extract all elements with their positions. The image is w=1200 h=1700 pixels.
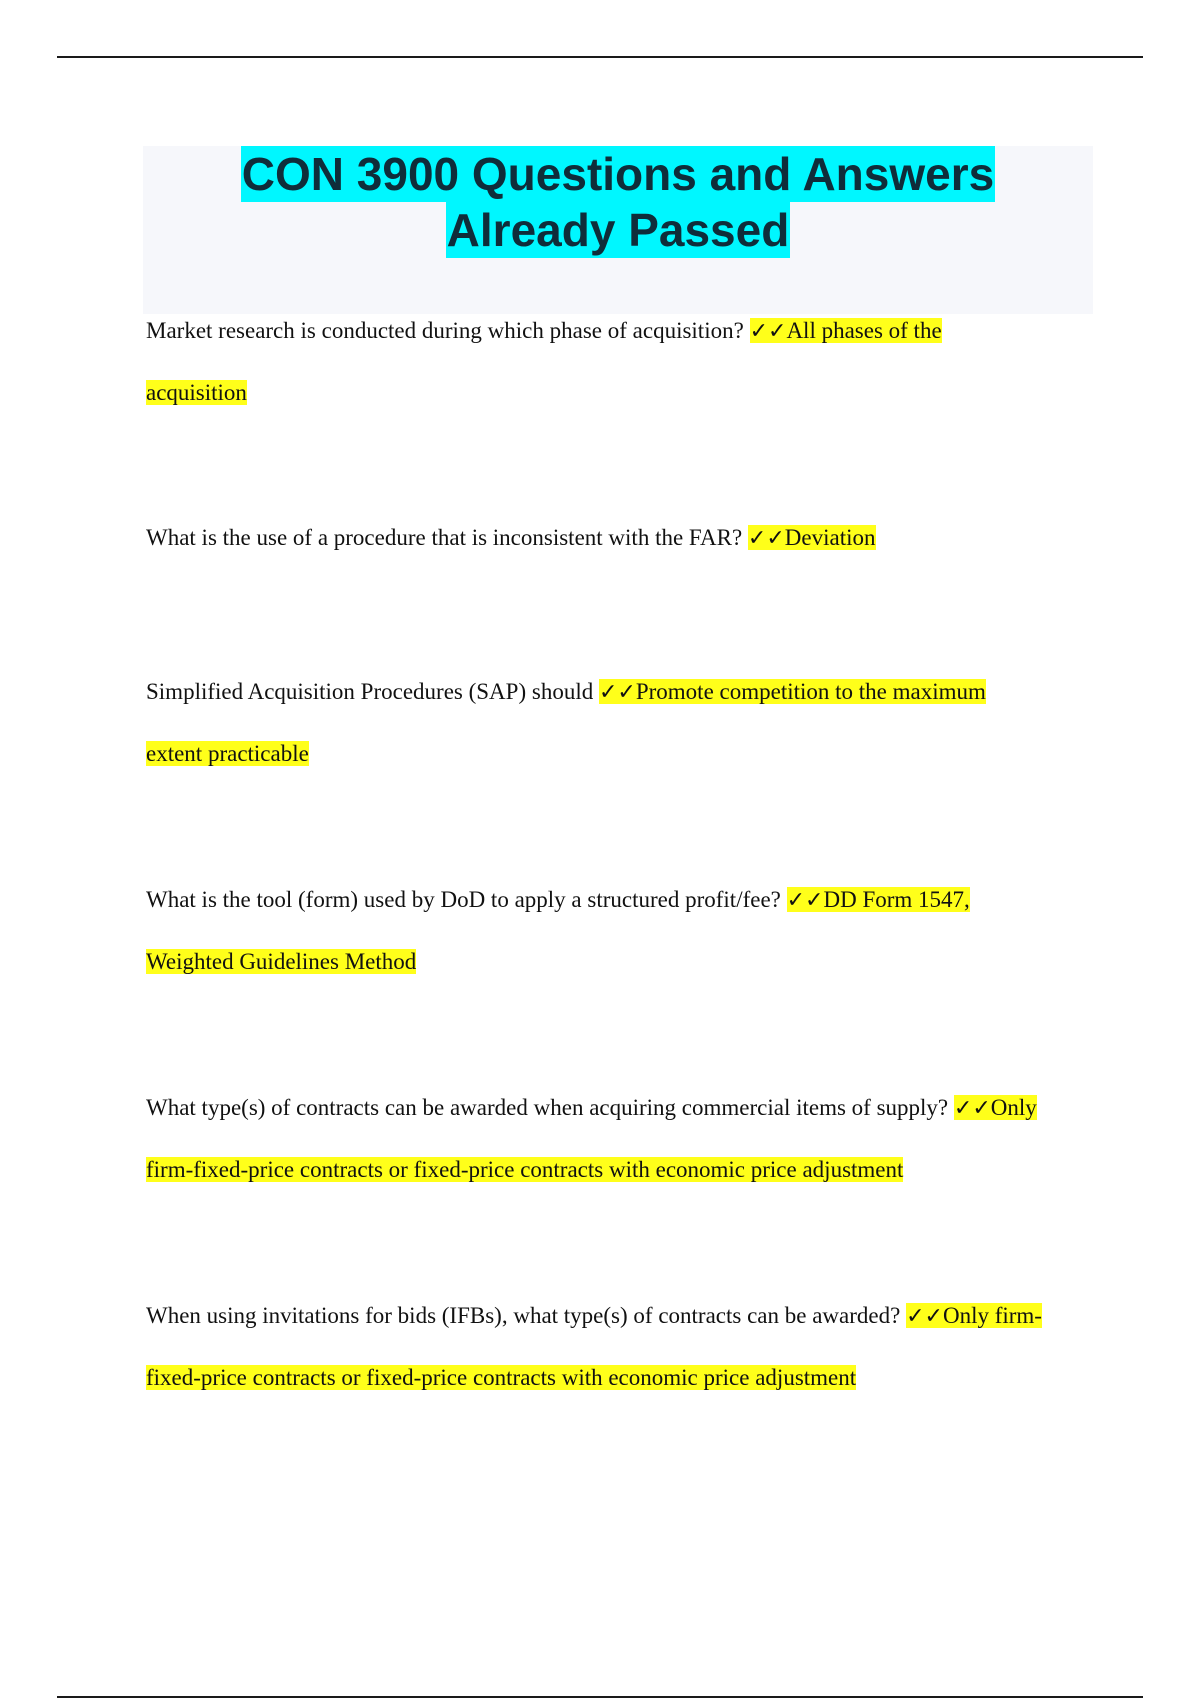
answer-highlight xyxy=(750,318,942,343)
answer-text: All phases of the xyxy=(786,318,942,343)
title-block xyxy=(143,146,1093,314)
double-check-icon: ✓✓ xyxy=(749,319,787,344)
answer-highlight xyxy=(906,1303,1042,1328)
answer-text-continued: acquisition xyxy=(146,380,247,405)
answer-text: Only firm- xyxy=(942,1303,1042,1328)
question-text: When using invitations for bids (IFBs), what type(s) of contracts can be awarded? xyxy=(146,1303,901,1328)
document-title-line-1: CON 3900 Questions and Answers xyxy=(241,148,995,200)
answer-text: Promote competition to the maximum xyxy=(635,679,986,704)
answer-text: DD Form 1547, xyxy=(823,887,970,912)
qa-item-1 xyxy=(146,300,1096,423)
question-text: Simplified Acquisition Procedures (SAP) should xyxy=(146,679,594,704)
qa-item-3 xyxy=(146,661,1096,784)
document-title-line-2: Already Passed xyxy=(446,204,790,256)
qa-item-5 xyxy=(146,1077,1096,1200)
answer-highlight xyxy=(954,1095,1037,1120)
question-text: What is the tool (form) used by DoD to apply a structured profit/fee? xyxy=(146,887,781,912)
answer-text: Only xyxy=(990,1095,1037,1120)
double-check-icon: ✓✓ xyxy=(747,526,785,551)
header-rule xyxy=(57,56,1143,58)
double-check-icon: ✓✓ xyxy=(786,888,824,913)
answer-highlight xyxy=(787,887,970,912)
double-check-icon: ✓✓ xyxy=(953,1096,991,1121)
answer-text-continued: fixed-price contracts or fixed-price contracts with economic price adjustment xyxy=(146,1365,857,1390)
qa-item-2 xyxy=(146,507,1096,569)
double-check-icon: ✓✓ xyxy=(906,1304,943,1329)
qa-item-4 xyxy=(146,869,1096,992)
question-text: What type(s) of contracts can be awarded when acquiring commercial items of supply? xyxy=(146,1095,949,1120)
answer-text-continued: extent practicable xyxy=(146,741,309,766)
double-check-icon: ✓✓ xyxy=(598,680,636,705)
answer-highlight xyxy=(599,679,986,704)
question-text: What is the use of a procedure that is inconsistent with the FAR? xyxy=(146,525,743,550)
question-text: Market research is conducted during which phase of acquisition? xyxy=(146,318,744,343)
answer-text: Deviation xyxy=(784,525,876,550)
footer-rule xyxy=(57,1696,1143,1698)
qa-item-6 xyxy=(146,1285,1096,1408)
answer-text-continued: Weighted Guidelines Method xyxy=(146,949,417,974)
answer-highlight xyxy=(748,525,876,550)
answer-text-continued: firm-fixed-price contracts or fixed-price contracts with economic price adjustment xyxy=(146,1157,904,1182)
